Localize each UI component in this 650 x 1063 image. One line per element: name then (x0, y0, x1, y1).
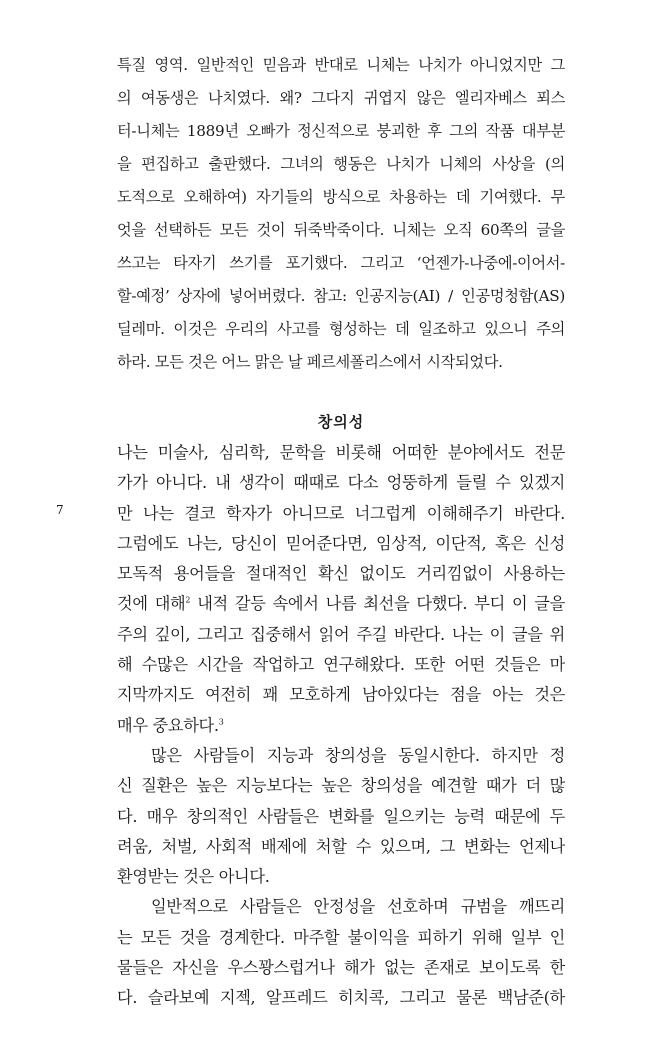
text-line: 지막까지도 여전히 꽤 모호하게 남아있다는 점을 아는 것은 (117, 685, 565, 705)
text-line: 신 질환은 높은 지능보다는 높은 창의성을 예견할 때가 더 많 (117, 776, 565, 796)
text-line: 다. 매우 창의적인 사람들은 변화를 일으키는 능력 때문에 두 (117, 806, 565, 826)
text-line: 가가 아니다. 내 생각이 때때로 다소 엉뚱하게 들릴 수 있겠지 (117, 473, 565, 493)
text-line: 도적으로 오해하여) 자기들의 방식으로 차용하는 데 기여했다. 무 (117, 188, 565, 206)
text-line: 할-예정’ 상자에 넣어버렸다. 참고: 인공지능(AI) / 인공멍청함(AS) (117, 287, 565, 305)
text-line: 쓰고는 타자기 쓰기를 포기했다. 그리고 ‘언젠가-나중에-이어서- (117, 254, 565, 272)
text-line: 일반적으로 사람들은 안정성을 선호하며 규범을 깨뜨리 (151, 897, 565, 917)
text-line: 환영받는 것은 아니다. (117, 867, 270, 887)
text-line: 해 수많은 시간을 작업하고 연구해왔다. 또한 어떤 것들은 마 (117, 655, 565, 675)
text-line: 주의 깊이, 그리고 집중해서 읽어 주길 바란다. 나는 이 글을 위 (117, 624, 565, 644)
text-line: 엇을 선택하든 모든 것이 뒤죽박죽이다. 니체는 오직 60쪽의 글을 (117, 221, 565, 239)
text-line: 물들은 자신을 우스꽝스럽거나 해가 없는 존재로 보이도록 한 (117, 958, 565, 978)
section-heading: 창의성 (317, 413, 365, 431)
text-fragment: 매우 중요하다. (117, 715, 219, 735)
text-line (117, 589, 565, 619)
text-line: 그럼에도 나는, 당신이 믿어준다면, 임상적, 이단적, 혹은 신성 (117, 533, 565, 553)
text-line: 하라. 모든 것은 어느 맑은 날 페르세폴리스에서 시작되었다. (117, 353, 503, 371)
text-line: 려움, 처벌, 사회적 배제에 처할 수 있으며, 그 변화는 언제나 (117, 836, 565, 856)
footnote-marker: 2 (185, 596, 191, 606)
text-line: 터-니체는 1889년 오빠가 정신적으로 붕괴한 후 그의 작품 대부분 (117, 122, 565, 140)
text-line: 나는 미술사, 심리학, 문학을 비롯해 어떠한 분야에서도 전문 (117, 443, 565, 462)
page-number: 7 (56, 503, 64, 517)
text-line: 딜레마. 이것은 우리의 사고를 형성하는 데 일조하고 있으니 주의 (117, 320, 565, 338)
footnote-marker: 3 (218, 717, 224, 727)
text-line: 는 모든 것을 경계한다. 마주할 불이익을 피하기 위해 일부 인 (117, 927, 565, 947)
text-line: 을 편집하고 출판했다. 그녀의 행동은 나치가 니체의 사상을 (의 (117, 155, 565, 173)
text-line: 의 여동생은 나치였다. 왜? 그다지 귀엽지 않은 엘리자베스 푀스 (117, 89, 565, 107)
text-line: 만 나는 결코 학자가 아니므로 너그럽게 이해해주기 바란다. (117, 503, 565, 523)
text-line: 다. 슬라보예 지젝, 알프레드 히치콕, 그리고 물론 백남준(하 (117, 988, 565, 1008)
text-fragment: 것에 대해 (117, 594, 186, 614)
paragraph-top (117, 49, 565, 379)
paragraph-main (117, 438, 565, 1014)
text-line: 많은 사람들이 지능과 창의성을 동일시한다. 하지만 정 (151, 745, 565, 765)
text-fragment: 내적 갈등 속에서 나름 최선을 다했다. 부디 이 글을 (197, 594, 565, 614)
text-line: 특질 영역. 일반적인 믿음과 반대로 니체는 나치가 아니었지만 그 (117, 56, 565, 74)
text-line: 모독적 용어들을 절대적인 확신 없이도 거리낌없이 사용하는 (117, 564, 565, 584)
text-line (117, 711, 565, 741)
